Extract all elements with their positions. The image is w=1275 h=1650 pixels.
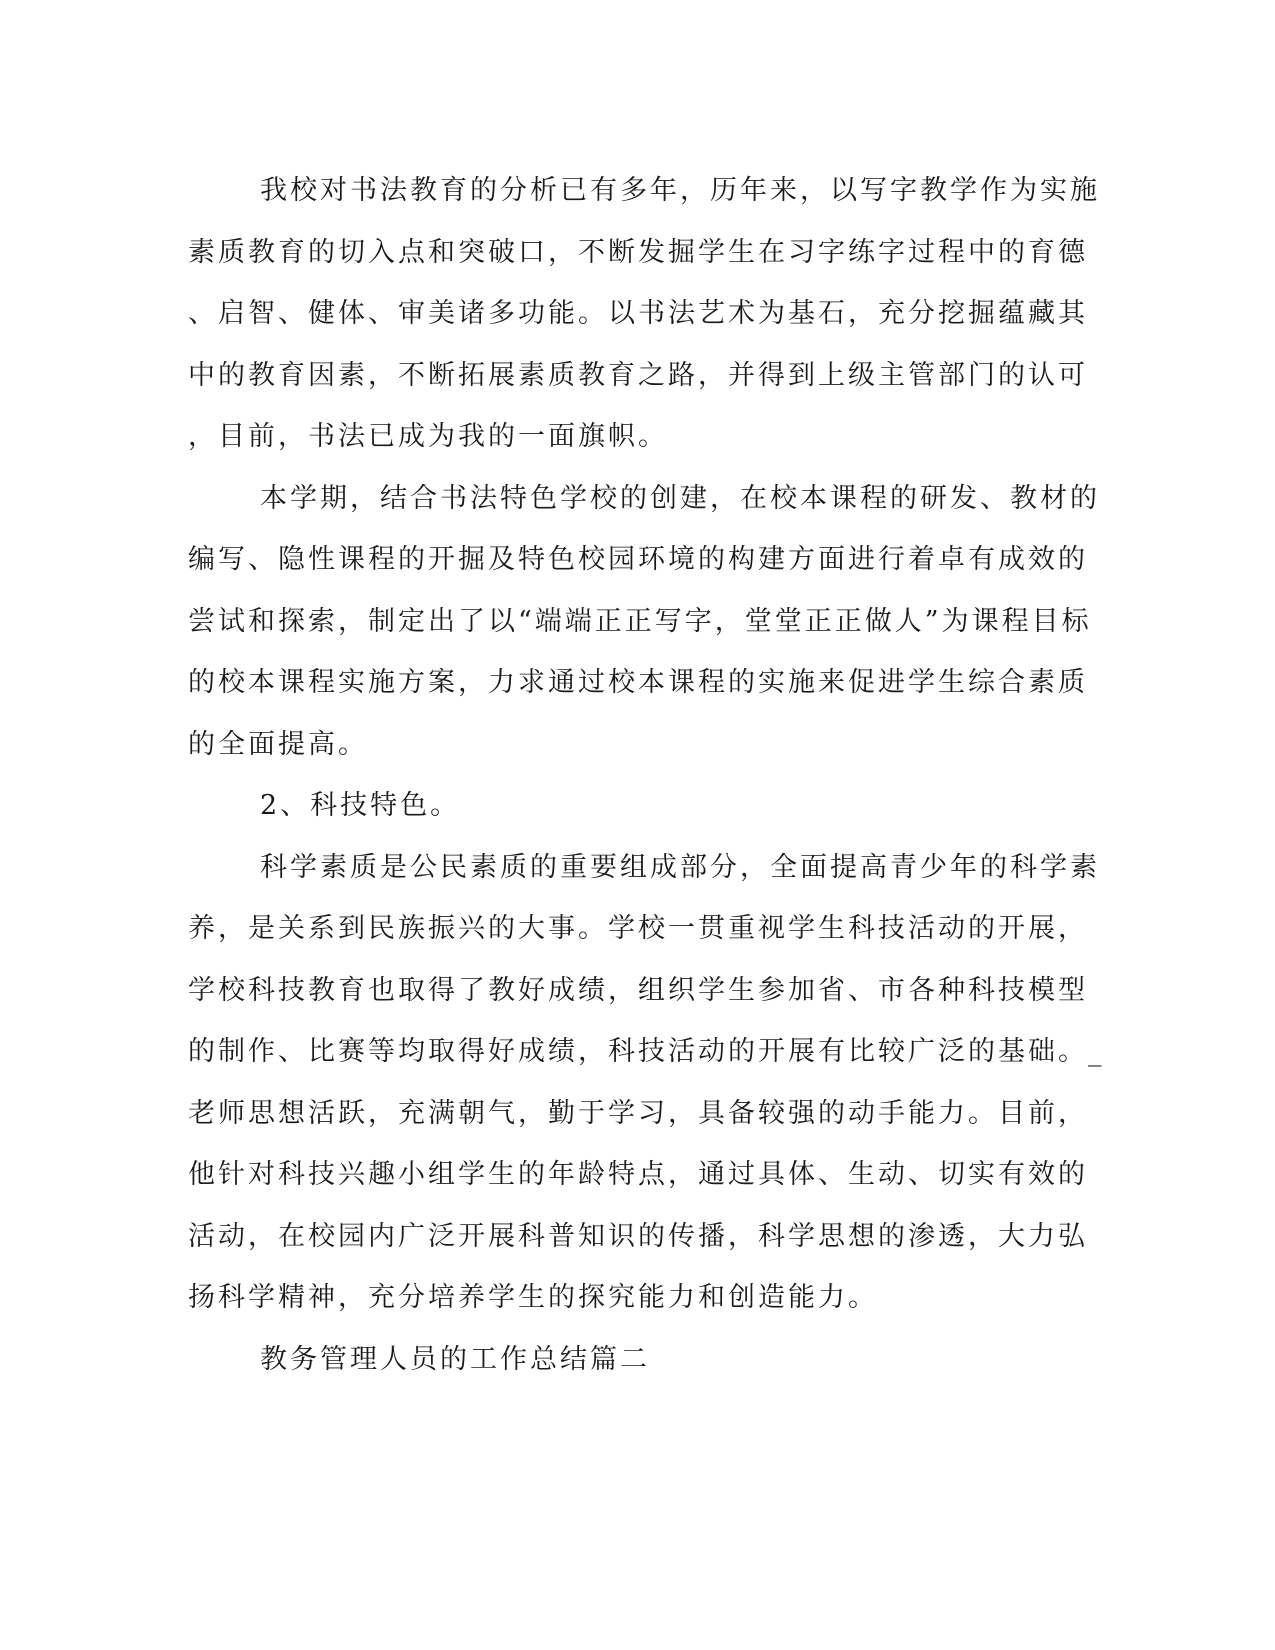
text-line: 养，是关系到民族振兴的大事。学校一贯重视学生科技活动的开展，: [188, 913, 1088, 944]
section-heading: 2、科技特色。: [260, 790, 461, 821]
text-line: 我校对书法教育的分析已有多年，历年来，以写字教学作为实施: [260, 175, 1100, 206]
text-line: 的制作、比赛等均取得好成绩，科技活动的开展有比较广泛的基础。_: [188, 1036, 1105, 1067]
text-line: 本学期，结合书法特色学校的创建，在校本课程的研发、教材的: [260, 482, 1100, 514]
text-line: 中的教育因素，不断拓展素质教育之路，并得到上级主管部门的认可: [188, 359, 1088, 391]
section-title: 教务管理人员的工作总结篇二: [260, 1343, 650, 1375]
text-line: 尝试和探索，制定出了以“端端正正写字，堂堂正正做人”为课程目标: [188, 605, 1092, 637]
text-line: 他针对科技兴趣小组学生的年龄特点，通过具体、生动、切实有效的: [188, 1159, 1088, 1190]
text-line: 的校本课程实施方案，力求通过校本课程的实施来促进学生综合素质: [188, 667, 1088, 698]
document-body: [188, 160, 1105, 1390]
text-line: 的全面提高。: [188, 728, 368, 760]
text-line: 老师思想活跃，充满朝气，勤于学习，具备较强的动手能力。目前，: [188, 1097, 1088, 1129]
text-line: 学校科技教育也取得了教好成绩，组织学生参加省、市各种科技模型: [188, 974, 1088, 1006]
text-line: ，目前，书法已成为我的一面旗帜。: [188, 421, 668, 452]
text-line: 活动，在校园内广泛开展科普知识的传播，科学思想的渗透，大力弘: [188, 1220, 1088, 1252]
text-line: 科学素质是公民素质的重要组成部分，全面提高青少年的科学素: [260, 851, 1100, 883]
text-line: 素质教育的切入点和突破口，不断发掘学生在习字练字过程中的育德: [188, 236, 1088, 268]
text-line: 编写、隐性课程的开掘及特色校园环境的构建方面进行着卓有成效的: [188, 544, 1088, 575]
text-line: 、启智、健体、审美诸多功能。以书法艺术为基石，充分挖掘蕴藏其: [188, 298, 1088, 329]
text-line: 扬科学精神，充分培养学生的探究能力和创造能力。: [188, 1282, 878, 1313]
